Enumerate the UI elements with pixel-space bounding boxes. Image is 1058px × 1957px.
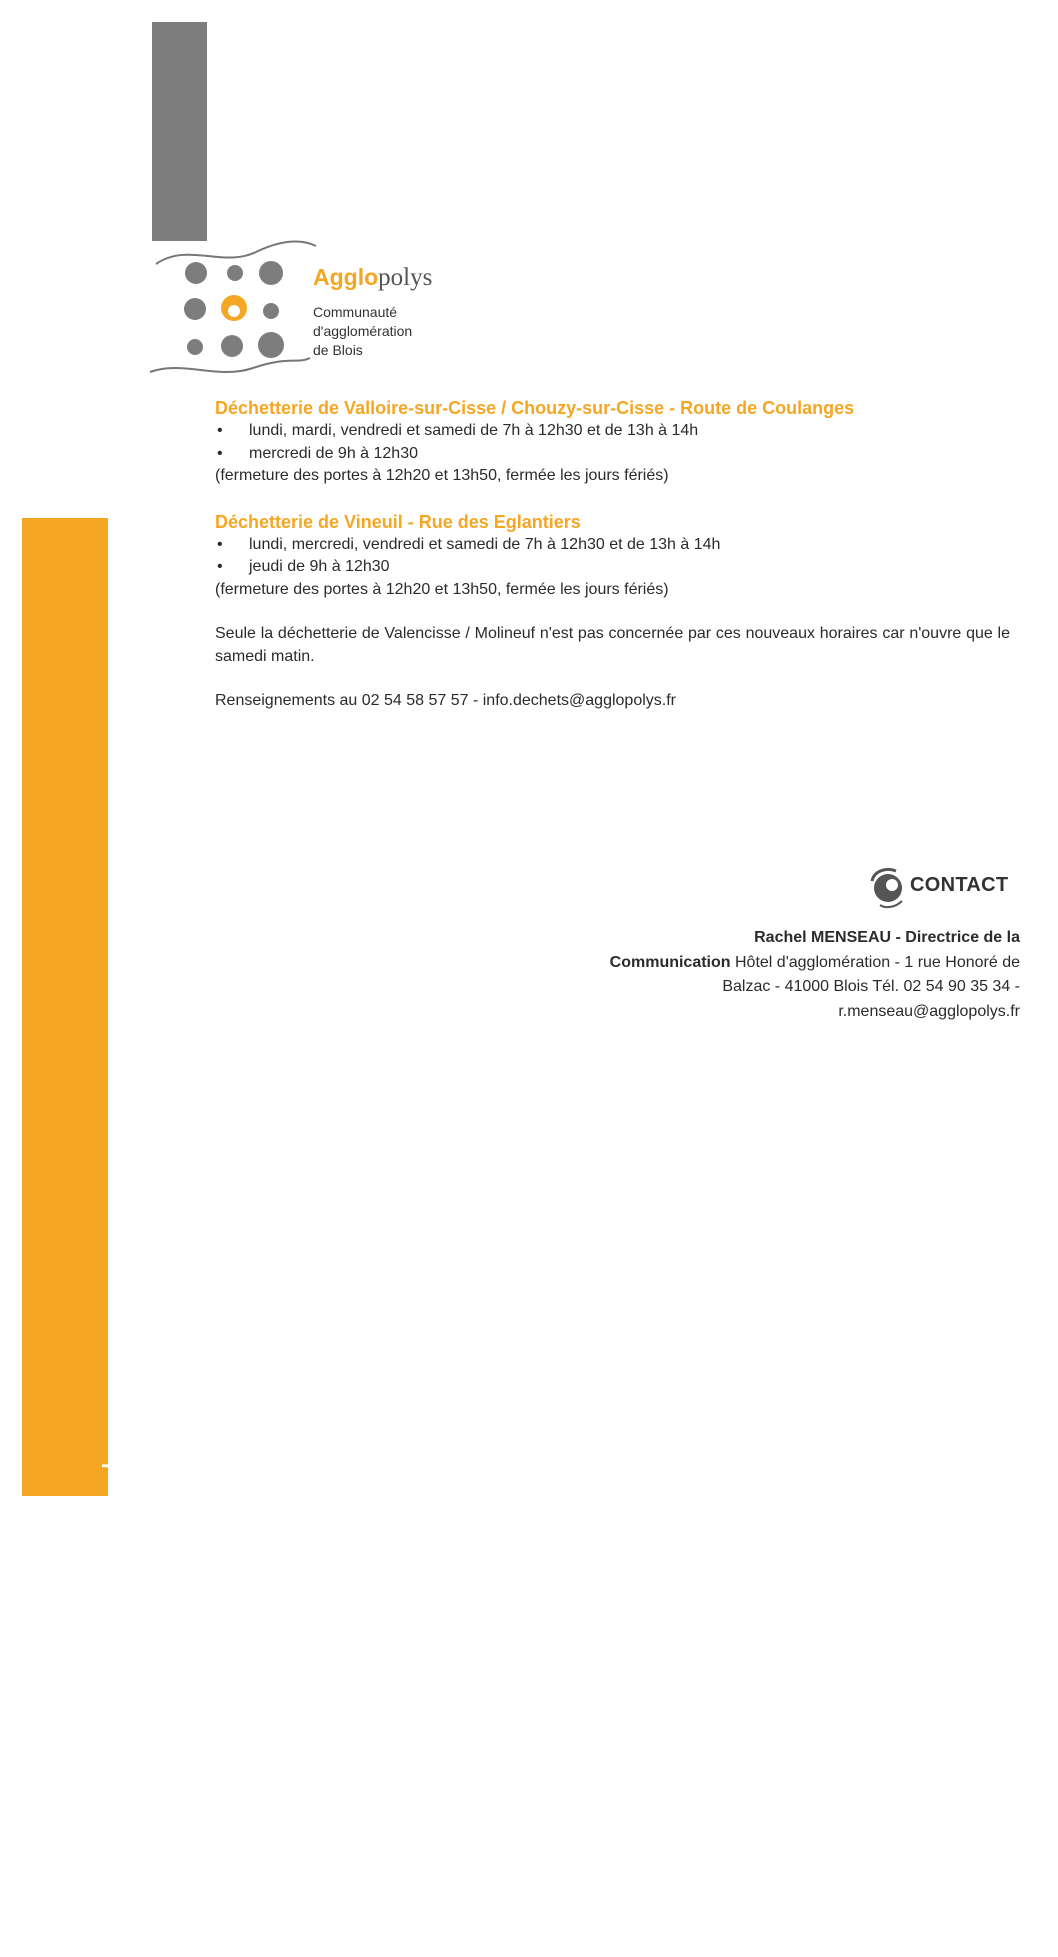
contact-label: CONTACT <box>910 874 1009 896</box>
valencisse-paragraph: Seule la déchetterie de Valencisse / Molineuf n'est pas concernée par ces nouveaux horaires car n'ouvre que le samedi matin. <box>215 625 1010 665</box>
brand-name-part2: polys <box>378 264 433 291</box>
contact-name: Rachel MENSEAU <box>754 929 892 946</box>
brand-subtitle-line: d'agglomération <box>313 323 413 339</box>
brand-name-part1: Agglo <box>313 264 379 290</box>
section-title: Déchetterie de Vineuil - Rue des Eglantiers <box>215 511 581 532</box>
contact-line-2 <box>550 951 1020 976</box>
hours-list <box>215 534 1010 579</box>
hours-list <box>215 420 1010 465</box>
section-valloire <box>215 396 1010 488</box>
brand-subtitle <box>313 303 412 360</box>
press-release-sidebar <box>22 518 167 1957</box>
contact-details <box>550 926 1020 1024</box>
contact-swirl-icon <box>868 865 908 911</box>
brand-subtitle-line: Communauté <box>313 304 398 320</box>
contact-line-1 <box>550 926 1020 951</box>
main-content <box>215 396 1010 713</box>
hours-item: • lundi, mercredi, vendredi et samedi de 7h à 12h30 et de 13h à 14h <box>215 534 1010 557</box>
brand-subtitle-line: de Blois <box>313 342 363 358</box>
contact-line-3: Balzac - 41000 Blois Tél. 02 54 90 35 34 - <box>722 978 1020 995</box>
header-gray-bar <box>152 22 207 241</box>
contact-role: - Directrice de la <box>891 929 1020 946</box>
closing-note: (fermeture des portes à 12h20 et 13h50, fermée les jours fériés) <box>215 580 669 598</box>
agglopolys-logo-icon <box>148 238 323 378</box>
hours-item: • lundi, mardi, vendredi et samedi de 7h à 12h30 et de 13h à 14h <box>215 420 1010 443</box>
hours-item: • mercredi de 9h à 12h30 <box>215 443 1010 466</box>
section-title: Déchetterie de Valloire-sur-Cisse / Chouzy-sur-Cisse - Route de Coulanges <box>215 398 855 418</box>
contact-address: Hôtel d'agglomération - 1 rue Honoré de <box>730 953 1020 971</box>
section-vineuil <box>215 510 1010 602</box>
hours-item: • jeudi de 9h à 12h30 <box>215 556 1010 579</box>
brand-name <box>313 264 432 292</box>
info-line: Renseignements au 02 54 58 57 57 - info.dechets@agglopolys.fr <box>215 692 676 709</box>
contact-dept: Communication <box>609 953 731 971</box>
vertical-title: Communiqué de presse <box>93 1177 167 1957</box>
closing-note: (fermeture des portes à 12h20 et 13h50, fermée les jours fériés) <box>215 467 669 484</box>
contact-email: r.menseau@agglopolys.fr <box>838 1002 1020 1020</box>
